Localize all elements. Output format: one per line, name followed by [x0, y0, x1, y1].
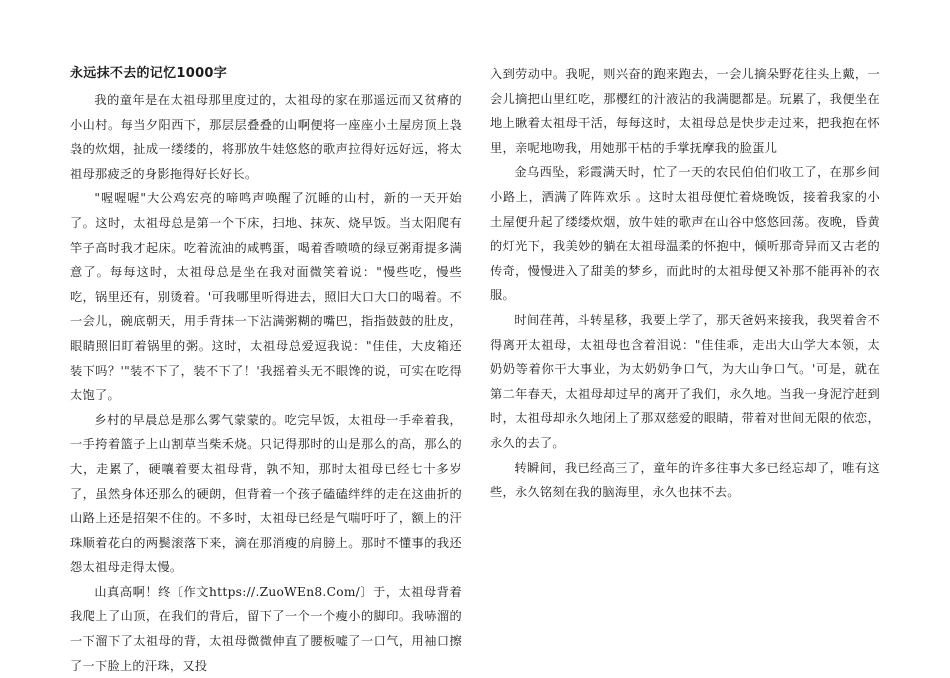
paragraph: 我的童年是在太祖母那里度过的，太祖母的家在那遥远而又贫瘠的小山村。每当夕阳西下，那层层叠叠的山啊便将一座座小土屋房顶上袅袅的炊烟，扯成一缕缕的，将那放牛娃悠悠的歌声拉得好远好远，将太祖母那疲乏的身影拖得好长好长。 — [70, 93, 462, 181]
paragraph-continued: 入到劳动中。我呢，则兴奋的跑来跑去，一会儿摘朵野花往头上戴，一会儿摘把山里红吃，那樱红的汁液沾的我满腮都是。玩累了，我便坐在地上瞅着太祖母干活，每每这时，太祖母总是快步走过来，把我抱在怀里，亲呢地吻我，用她那干枯的手掌抚摩我的脸蛋儿 — [490, 67, 880, 155]
paragraph: 转瞬间，我已经高三了，童年的许多往事大多已经忘却了，唯有这些，永久铭刻在我的脑海里，永久也抹不去。 — [490, 460, 880, 500]
left-column — [70, 62, 462, 678]
paragraph: 时间荏苒，斗转星移，我要上学了，那天爸妈来接我，我哭着舍不得离开太祖母，太祖母也含着泪说："佳佳乖，走出大山学大本领，太奶奶等着你干大事业，为太奶奶争口气，为大山争口气。'可是，就在第二年春天，太祖母却过早的离开了我们，永久地。当我一身泥泞赶到时，太祖母却永久地闭上了那双慈爱的眼睛，带着对世间无限的依恋，永久的去了。 — [490, 312, 880, 450]
paragraph: 乡村的早晨总是那么雾气蒙蒙的。吃完早饭，太祖母一手牵着我，一手挎着篮子上山割草当柴禾烧。只记得那时的山是那么的高，那么的大，走累了，硬嚷着要太祖母背，孰不知，那时太祖母已经七十多岁了，虽然身体还那么的硬朗，但背着一个孩子磕磕绊绊的走在这曲折的山路上还是招架不住的。不多时，太祖母已经是气喘吁吁了，额上的汗珠顺着花白的两鬓滚落下来，滴在那消瘦的肩膀上。那时不懂事的我还怨太祖母走得太慢。 — [70, 412, 462, 575]
right-column — [490, 62, 880, 505]
paragraph: "喔喔喔"大公鸡宏亮的啼鸣声唤醒了沉睡的山村，新的一天开始了。这时，太祖母总是第一个下床，扫地、抹灰、烧早饭。当太阳爬有竿子高时我才起床。吃着流油的咸鸭蛋，喝着香喷喷的绿豆粥甭提多满意了。每每这时，太祖母总是坐在我对面微笑着说："慢些吃，慢些吃，锅里还有，别烫着。'可我哪里听得进去，照旧大口大口的喝着。不一会儿，碗底朝天，用手背抹一下沾满粥糊的嘴巴，指指鼓鼓的肚皮，眼睛照旧盯着锅里的粥。这时，太祖母总爱逗我说："佳佳，大皮箱还装下吗？'"装不下了，装不下了！'我摇着头无不眼馋的说，可实在吃得太饱了。 — [70, 191, 462, 403]
essay-title: 永远抹不去的记忆1000字 — [70, 66, 228, 81]
paragraph: 山真高啊！终〔作文https://.ZuoWEn8.Com/〕于，太祖母背着我爬上了山顶，在我们的背后，留下了一个一个瘦小的脚印。我哧溜的一下溜下了太祖母的背，太祖母微微伸直了腰板嘘了一口气，用袖口擦了一下脸上的汗珠，又投 — [70, 584, 462, 673]
paragraph: 金乌西坠，彩霞满天时，忙了一天的农民伯伯们收工了，在那乡间小路上，洒满了阵阵欢乐 。这时太祖母便忙着烧晚饭，接着我家的小土屋便升起了缕缕炊烟，放牛娃的歌声在山谷中悠悠回荡。夜晚，昏黄的灯光下，我美妙的躺在太祖母温柔的怀抱中，倾听那奇异而又古老的传奇，慢慢进入了甜美的梦乡，而此时的太祖母便又补那不能再补的衣服。 — [490, 165, 880, 303]
